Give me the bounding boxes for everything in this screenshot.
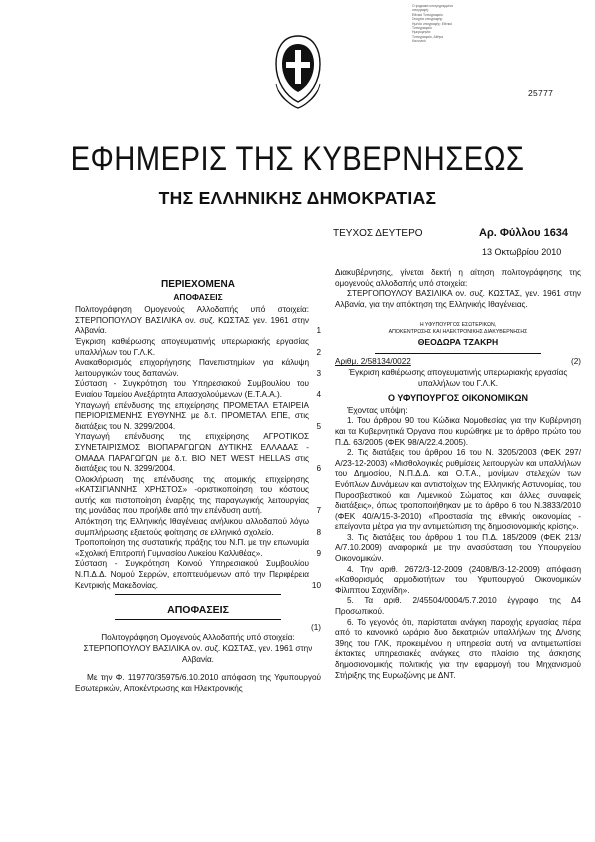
toc-item-text: Ανακαθορισμός επιχορήγησης Πανεπιστημίων για κάλυψη λειτουργικών τους δαπανών. (75, 358, 309, 378)
decision-ref-number: (2) (570, 357, 581, 367)
stamp-line: Ημ/νία υπογραφής: Εθνικό (412, 21, 453, 26)
toc-item-text: Έγκριση καθιέρωσης απογευματινής υπερωριακής εργασίας υπαλλήλων του Γ.Λ.Κ. (75, 336, 309, 357)
toc-item-page: 6 (316, 464, 321, 474)
toc-item-page: 2 (316, 347, 321, 357)
toc-item-page: 9 (316, 548, 321, 558)
toc-item-page: 8 (316, 527, 321, 537)
toc-item-text: Υπαγωγή επένδυσης της επιχείρησης ΠΡΟΜΕΤΑΛ ΕΤΑΙΡΕΙΑ ΠΕΡΙΟΡΙΣΜΕΝΗΣ ΕΥΘΥΝΗΣ με δ.τ. ΠΡΟΜΕΤΑΛ ΕΠΕ, στις διατάξεις του Ν. 3299/2004. (75, 400, 309, 431)
toc-item (75, 358, 321, 379)
issue-label: ΤΕΥΧΟΣ ΔΕΥΤΕΡΟ (333, 228, 423, 239)
having-regard: Έχοντας υπόψη: (347, 405, 408, 415)
sheet-number: Αρ. Φύλλου 1634 (479, 227, 569, 239)
right-continuation: Διακυβέρνησης, γίνεται δεκτή η αίτηση πολιτογράφησης της ομογενούς αλλοδαπής υπό στοιχεία: (335, 268, 581, 288)
signer-name: ΘΕΟΔΩΡΑ ΤΖΑΚΡΗ (417, 336, 499, 347)
minister-heading: Ο ΥΦΥΠΟΥΡΓΟΣ ΟΙΚΟΝΟΜΙΚΩΝ (387, 393, 528, 404)
decision-intro: Πολιτογράφηση Ομογενούς Αλλοδαπής υπό στοιχεία: ΣΤΕΡΠΟΠΟΥΛΟΥ ΒΑΣΙΛΙΚΑ ον. συζ. ΚΩΣΤΑΣ, γεν. 1961 στην Αλβανία. (83, 633, 313, 664)
toc-item-text: Σύσταση - Συγκρότηση του Υπηρεσιακού Συμβουλίου του Ενιαίου Ταμείου Ανεξάρτητα Απασχολούμενων (Ε.Τ.Α.Α.). (75, 379, 309, 399)
stamp-line: Τυπογραφείο, Αθήνα (412, 34, 444, 39)
decision-ref-title: Έγκριση καθιέρωσης απογευματινής υπερωριακής εργασίας υπαλλήλων του Γ.Λ.Κ. (348, 367, 568, 388)
toc-item (75, 379, 321, 400)
toc-item (75, 337, 321, 358)
signature-title-1: Η ΥΦΥΠΟΥΡΓΟΣ ΕΣΩΤΕΡΙΚΩΝ, (419, 322, 497, 329)
toc-item-text: Σύσταση - Συγκρότηση Κοινού Υπηρεσιακού Συμβουλίου Ν.Π.Δ.Δ. Νομού Σερρών, εποπτευόμενων από την Περιφέρεια Κεντρικής Μακεδονίας. (75, 559, 309, 590)
considerations-list (335, 416, 581, 681)
toc-heading: ΠΕΡΙΕΧΟΜΕΝΑ (161, 279, 235, 290)
toc-item-page: 3 (316, 368, 321, 378)
stamp-line: Στοιχεία υπογραφής: (412, 17, 444, 22)
decisions-heading: ΑΠΟΦΑΣΕΙΣ (167, 604, 229, 617)
right-continuation-2: ΣΤΕΡΓΟΠΟΥΛΟΥ ΒΑΣΙΛΙΚΑ ον. συζ. ΚΩΣΤΑΣ, γεν. 1961 στην Αλβανία, για την απόκτηση της Ελληνικής Ιθαγένειας. (335, 289, 581, 309)
decision-body: Με την Φ. 119770/35975/6.10.2010 απόφαση της Υφυπουργού Εσωτερικών, Αποκέντρωσης και Ηλεκτρονικής (75, 673, 321, 693)
decision-number: (1) (310, 622, 321, 632)
consideration-paragraph: 3. Τις διατάξεις του άρθρου 1 του Π.Δ. 185/2009 (ΦΕΚ 213/Α/7.10.2009) αναφορικά με την ανασύσταση του Υπουργείου Οικονομικών. (335, 532, 581, 564)
toc-list (75, 305, 321, 591)
toc-item (75, 305, 321, 337)
stamp-line: Ο ψηφιακά υπογεγραμμένο (412, 4, 454, 8)
toc-item (75, 475, 321, 517)
section-divider (115, 619, 281, 620)
consideration-paragraph: 5. Τα αριθ. 2/45504/0004/5.7.2010 έγγραφο της Δ4 Προσωπικού. (335, 596, 581, 617)
consideration-paragraph: 6. Το γεγονός ότι, παρίσταται ανάγκη παροχής εργασίας πέρα από το κανονικό ωράριο δυο δεκατριών υπαλλήλων της Δ/νσης 39ης του ΓΛΚ, προκειμένου η υπηρεσία αυτή να αντιμετωπίσει έκτακτες υπηρεσιακές ανάγκες στο πλαίσιο της άσκησης δημοσιονομικής πολιτικής για την εφαρμογή του Μηχανισμού Στήριξης της Ευρωζώνης με ΔΝΤ. (335, 617, 581, 680)
stamp-line: Ημερομηνία: (412, 30, 431, 35)
toc-item-page: 4 (316, 389, 321, 399)
page-code: 25777 (528, 88, 554, 98)
toc-item (75, 432, 321, 474)
stamp-line: Τυπογραφείο (412, 26, 432, 31)
gazette-subtitle: ΤΗΣ ΕΛΛΗΝΙΚΗΣ ΔΗΜΟΚΡΑΤΙΑΣ (158, 188, 437, 208)
toc-item-page: 7 (316, 506, 321, 516)
consideration-paragraph: 4. Την αριθ. 2672/3-12-2009 (2408/Β/3-12-2009) απόφαση «Καθορισμός αρμοδιοτήτων του Υφυπουργού Οικονομικών Φίλιππου Σαχινίδη». (335, 564, 581, 595)
stamp-line: Κανονικό (412, 39, 426, 44)
section-divider (375, 353, 541, 354)
toc-item (75, 401, 321, 433)
toc-item-text: Απόκτηση της Ελληνικής Ιθαγένειας ανήλικου αλλοδαπού λόγω συμπλήρωσης εξαετούς φοίτησης σε ελληνικό σχολείο. (75, 517, 309, 537)
gazette-title: ΕΦΗΜΕΡΙΣ ΤΗΣ ΚΥΒΕΡΝΗΣΕΩΣ (70, 140, 525, 178)
section-divider (115, 594, 281, 595)
right-column (335, 268, 581, 681)
stamp-line: Εθνικό Τυπογραφείο (412, 12, 443, 17)
signature-title-2: ΑΠΟΚΕΝΤΡΩΣΗΣ ΚΑΙ ΗΛΕΚΤΡΟΝΙΚΗΣ ΔΙΑΚΥΒΕΡΝΗΣΗΣ (388, 328, 528, 335)
toc-item (75, 538, 321, 559)
decision-ref: Αριθμ. 2/58134/0022 (335, 357, 411, 367)
consideration-paragraph: 1. Του άρθρου 90 του Κώδικα Νομοθεσίας για την Κυβέρνηση και τα Κυβερνητικά Όργανα που κυρώθηκε με το άρθρο πρώτο του Π.Δ. 63/2005 (ΦΕΚ 98/Α/22.4.2005). (335, 416, 581, 447)
consideration-paragraph: 2. Τις διατάξεις του άρθρου 16 του Ν. 3205/2003 (ΦΕΚ 297/Α/23-12-2003) «Μισθολογικές ρυθμίσεις λειτουργών και υπαλλήλων του Δημοσίου, Ν.Π.Δ.Δ. και Ο.Τ.Α., μονίμων στελεχών των Ενόπλων Δυνάμεων και αντιστοίχων της Ελληνικής Αστυνομίας, του Πυροσβεστικού και Λιμενικού Σώματος και άλλες συναφείς διατάξεις», όπως τροποποιήθηκαν με το άρθρο 6 του Ν.3833/2010 (ΦΕΚ 40/Α/15-3-2010) «Προστασία της εθνικής οικονομίας - επείγοντα μέτρα για την αντιμετώπιση της δημοσιονομικής κρίσης». (335, 448, 581, 532)
toc-item-page: 10 (311, 580, 321, 590)
toc-item (75, 559, 321, 591)
toc-item-page: 1 (316, 326, 321, 336)
toc-item-text: Τροποποίηση της συστατικής πράξης του Ν.Π. με την επωνυμία «Σχολική Επιτροπή Γυμνασίου Λυκείου Καλλιθέας». (75, 538, 309, 558)
toc-item-text: Υπαγωγή επένδυσης της επιχείρησης ΑΓΡΟΤΙΚΟΣ ΣΥΝΕΤΑΙΡΙΣΜΟΣ ΒΙΟΠΑΡΑΓΩΓΩΝ ΔΥΤΙΚΗΣ ΕΛΛΑΔΑΣ - ΟΜΑΔΑ ΠΑΡΑΓΩΓΩΝ με δ.τ. ΒΙΟ ΝΕΤ WEST HELLAS στις διατάξεις του Ν. 3299/2004. (75, 432, 309, 474)
toc-subheading: ΑΠΟΦΑΣΕΙΣ (173, 291, 223, 302)
toc-item-page: 5 (316, 421, 321, 431)
toc-item-text: Πολιτογράφηση Ομογενούς Αλλοδαπής υπό στοιχεία: ΣΤΕΡΠΟΠΟΥΛΟΥ ΒΑΣΙΛΙΚΑ ον. συζ. ΚΩΣΤΑΣ γεν. 1961 στην Αλβανία. (75, 305, 309, 336)
digital-signature-stamp (412, 4, 492, 44)
coat-of-arms-emblem (270, 30, 326, 114)
toc-item (75, 517, 321, 538)
left-column (75, 268, 321, 694)
toc-item-text: Ολοκλήρωση της επένδυσης της ατομικής επιχείρησης «ΚΑΤΣΙΓΙΑΝΝΗΣ ΧΡΗΣΤΟΣ» -οριστικοποίηση του κόστους αυτής και πιστοποίηση έναρξης της παραγωγικής λειτουργίας της μονάδας που προήλθε από την επένδυση αυτή. (75, 474, 309, 516)
stamp-line: υπογραφή: (412, 8, 429, 13)
issue-date: 13 Οκτωβρίου 2010 (482, 247, 562, 257)
